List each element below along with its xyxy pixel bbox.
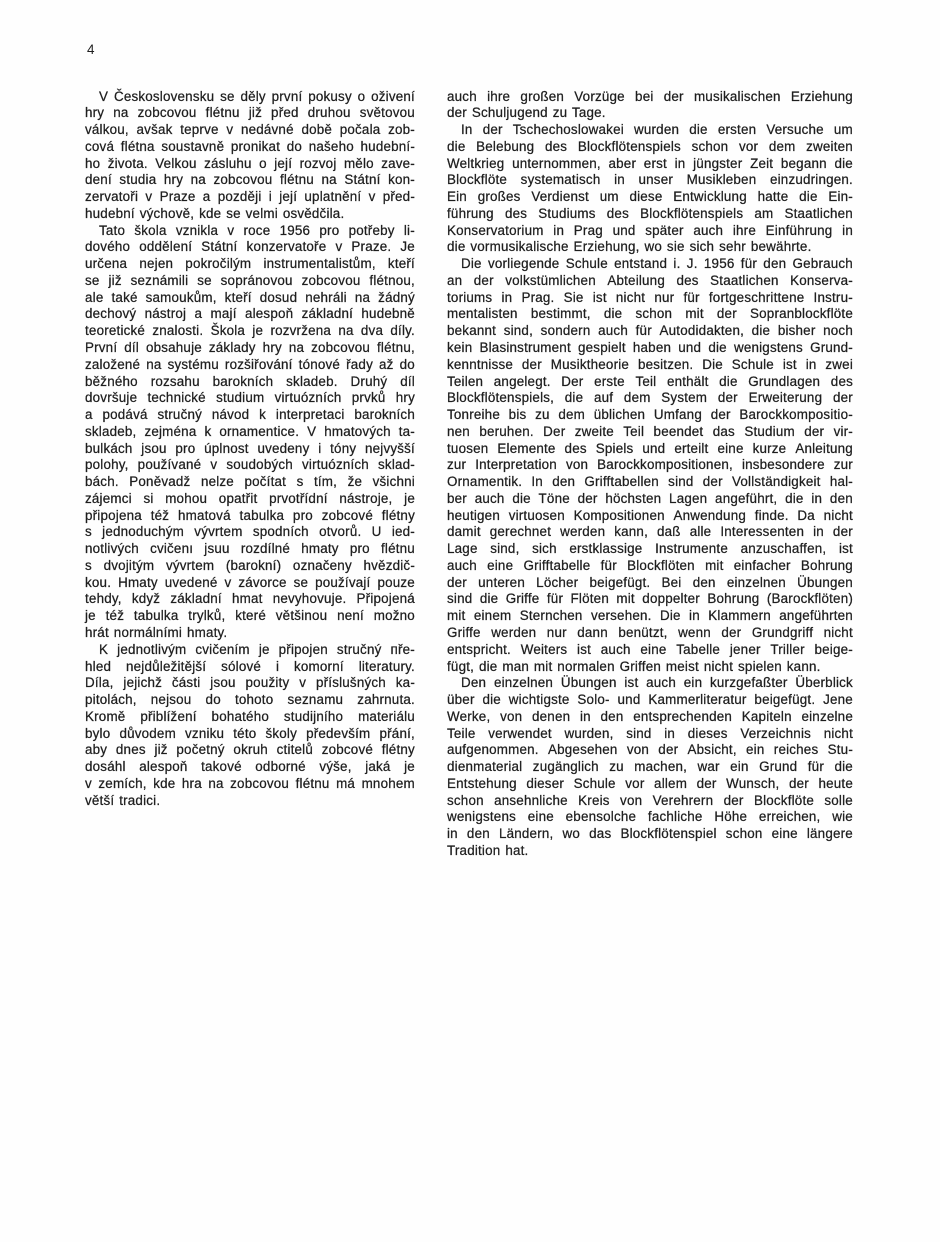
text-line: kenntnisse der Musiktheorie besitzen. Die Schule ist in zwei (447, 356, 853, 372)
text-line: auch eine Grifftabelle für Blockflöten mit einfacher Bohrung (447, 557, 853, 573)
text-line: führung des Studiums des Blockflötenspiels am Staatlichen (447, 205, 853, 221)
text-line: kein Blasinstrument gespielt haben und die wenigstens Grund- (447, 339, 853, 355)
text-line: cová flétna soustavně pronikat do našeho hudební- (85, 138, 415, 154)
text-line: dovršuje technické studium virtuózních prvků hry (85, 390, 415, 406)
paragraph (447, 89, 853, 123)
text-line: Teilen angelegt. Der erste Teil enthält die Grundlagen des (447, 373, 853, 389)
text-line: nen beruhen. Der zweite Teil beendet das Studium der vir- (447, 423, 853, 439)
text-line: Tonreihe bis zu dem üblichen Umfang der Barockkompositio- (447, 407, 853, 423)
text-line: aby dnes již početný okruh ctitelů zobcové flétny (85, 742, 415, 758)
text-line: dienmaterial zugänglich zu machen, war ein Grund für die (447, 759, 853, 775)
paragraph (447, 256, 853, 675)
paragraph (447, 675, 853, 859)
text-line: Tato škola vznikla v roce 1956 pro potřeby li- (99, 222, 415, 238)
text-line: Ein großes Verdienst um diese Entwicklung hatte die Ein- (447, 189, 853, 205)
text-line: schon ansehnliche Kreis von Verehrern der Blockflöte solle (447, 792, 853, 808)
text-line: se již seznámili se sopránovou zobcovou flétnou, (85, 272, 415, 288)
text-line: Lage sind, sich erstklassige Instrumente anzuschaffen, ist (447, 541, 853, 557)
text-line: v zemích, kde hra na zobcovou flétnu má mnohem (85, 775, 415, 791)
text-line: hrát normálními hmaty. (85, 625, 228, 640)
text-line: dosáhl alespoň takové odborné výše, jaká je (85, 759, 415, 775)
text-line: K jednotlivým cvičením je připojen stručný пře- (99, 641, 415, 657)
text-line: Konservatorium in Prag und später auch ihre Einführung in (447, 222, 853, 238)
text-line: pitolách, nejsou do tohoto seznamu zahrnuta. (85, 692, 415, 708)
text-line: ber auch die Töne der höchsten Lagen angeführt, die in den (447, 490, 853, 506)
text-line: Díla, jejichž části jsou použity v příslušných ka- (85, 675, 415, 691)
text-line: kou. Hmaty uvedené v závorce se používají pouze (85, 574, 415, 590)
text-line: über die wichtigste Solo- und Kammerliteratur beigefügt. Jene (447, 692, 853, 708)
text-line: Tradition hat. (447, 842, 529, 858)
text-line: Kromě přiblížení bohatého studijního materiálu (85, 708, 415, 724)
paragraph (85, 642, 415, 810)
text-line: válkou, avšak teprve v nedávné době počala zob- (85, 122, 415, 138)
text-line: s jednoduchým vývrtem spodních otvorů. U ied- (85, 524, 415, 540)
text-line: běžného rozsahu barokních skladeb. Druhý díl (85, 373, 415, 389)
text-line: tuosen Elemente des Spiels und erteilt eine kurze Anleitung (447, 440, 853, 456)
text-line: založené na systému rozšiřování tónové řady až do (85, 356, 415, 372)
paragraph (447, 122, 853, 256)
text-line: der unteren Löcher beigefügt. Bei den einzelnen Übungen (447, 574, 853, 590)
text-line: damit gerechnet werden kann, daß alle Interessenten in der (447, 524, 853, 540)
text-line: Griffe werden nur dann benützt, wenn der Grundgriff nicht (447, 625, 853, 640)
text-line: a podává stručný návod k interpretaci barokních (85, 407, 415, 423)
text-line: aufgenommen. Abgesehen von der Absicht, ein reiches Stu- (447, 742, 853, 758)
text-line: hry na zobcovou flétnu již před druhou světovou (85, 105, 415, 121)
text-line: ale také samoukům, kteří dosud nehráli na žádný (85, 289, 415, 305)
text-column-czech (85, 89, 415, 810)
page-number: 4 (87, 42, 95, 57)
text-line: Entstehung dieser Schule vor allem der Wunsch, der heute (447, 775, 853, 791)
text-line: polohy, používané v soudobých virtuózních sklad- (85, 457, 415, 473)
text-line: heutigen virtuosen Kompositionen Anwendung finde. Da nicht (447, 507, 853, 523)
text-line: určena nejen pokročilým instrumentalistům, kteří (85, 256, 415, 272)
text-line: auch ihre großen Vorzüge bei der musikalischen Erziehung (447, 88, 853, 104)
text-line: Die vorliegende Schule entstand i. J. 1956 für den Gebrauch (461, 256, 853, 272)
text-line: hudební výchově, kde se velmi osvědčila. (85, 205, 345, 221)
text-line: mit einem Sternchen versehen. Die in Klammern angeführten (447, 608, 853, 624)
text-line: der Schuljugend zu Tage. (447, 105, 606, 121)
text-line: Blockflöte systematisch in unser Musikleben einzudringen. (447, 172, 853, 188)
text-line: Blockflötenspiels, die auf dem System der Erweiterung der (447, 390, 853, 406)
text-line: dového oddělení Státní konzervatoře v Praze. Je (85, 239, 415, 255)
text-line: Den einzelnen Übungen ist auch ein kurzgefaßter Überblick (461, 675, 853, 691)
text-line: teoretické znalosti. Škola je rozvržena na dva díly. (85, 323, 415, 339)
text-line: skladeb, zejména k ornamentice. V hmatových ta- (85, 423, 415, 439)
text-line: entspricht. Weiters ist auch eine Tabelle jener Triller beige- (447, 641, 853, 657)
paragraph (85, 223, 415, 642)
text-line: fügt, die man mit normalen Griffen meist nicht spielen kann. (447, 658, 821, 674)
text-line: je též tabulka trylků, které většinou není možno (85, 608, 415, 624)
text-line: zájemci si mohou opatřit prvotřídní nástroje, je (85, 490, 415, 506)
text-line: s dvojitým vývrtem (barokní) označeny hvězdič- (85, 557, 415, 573)
text-line: Weltkrieg unternommen, aber erst in jüngster Zeit begann die (447, 155, 853, 171)
text-line: zervatoři v Praze a později i její uplatnění v před- (85, 189, 415, 205)
text-line: die Belebung des Blockflötenspiels schon vor dem zweiten (447, 138, 853, 154)
text-line: tehdy, když základní hmat nevyhovuje. Připojená (85, 591, 415, 607)
text-line: Ornamentik. In den Grifftabellen sind der Vollständigkeit hal- (447, 474, 853, 490)
text-line: toriums in Prag. Sie ist nicht nur für fortgeschrittene Instru- (447, 289, 853, 305)
text-line: První díl obsahuje základy hry na zobcovou flétnu, (85, 339, 415, 355)
text-line: in den Ländern, wo das Blockflötenspiel schon eine längere (447, 826, 853, 842)
text-line: bulkách jsou pro úplnost uvedeny i tóny nejvyšší (85, 440, 415, 456)
text-line: hled nejdůležitější sólové i komorní literatury. (85, 658, 415, 674)
text-line: větší tradici. (85, 792, 161, 808)
text-line: an der volkstümlichen Abteilung des Staatlichen Konserva- (447, 272, 853, 288)
text-line: Teile verwendet wurden, sind in dieses Verzeichnis nicht (447, 725, 853, 741)
text-line: notlivých cvičenı jsuu rozdílné hmaty pro flétnu (85, 541, 415, 557)
text-line: die vormusikalische Erziehung, wo sie sich sehr bewährte. (447, 239, 812, 255)
text-line: V Československu se děly první pokusy o oživení (99, 88, 415, 104)
text-line: zur Interpretation von Barockkompositionen, insbesondere zur (447, 457, 853, 473)
text-line: dechový nástroj a mají alespoň základní hudebně (85, 306, 415, 322)
text-line: sind die Griffe für Flöten mit doppelter Bohrung (Barockflöten) (447, 591, 853, 607)
text-line: ho života. Velkou zásluhu o její rozvoj mělo zave- (85, 155, 415, 171)
paragraph (85, 89, 415, 223)
text-line: bekannt sind, sondern auch für Autodidakten, die bisher noch (447, 323, 853, 339)
text-line: Werke, von denen in den entsprechenden Kapiteln einzelne (447, 708, 853, 724)
text-line: připojena též hmatová tabulka pro zobcové flétny (85, 507, 415, 523)
text-line: wenigstens eine ebensolche fachliche Höhe erreichen, wie (447, 809, 853, 825)
text-line: In der Tschechoslowakei wurden die ersten Versuche um (461, 122, 853, 138)
text-line: mentalisten bestimmt, die schon mit der Sopranblockflöte (447, 306, 853, 322)
text-line: dení studia hry na zobcovou flétnu na Státní kon- (85, 172, 415, 188)
text-line: bách. Poněvadž nelze počítat s tím, že všichni (85, 474, 415, 490)
text-line: bylo důvodem vzniku této školy především přání, (85, 725, 415, 741)
text-column-german (447, 89, 853, 860)
